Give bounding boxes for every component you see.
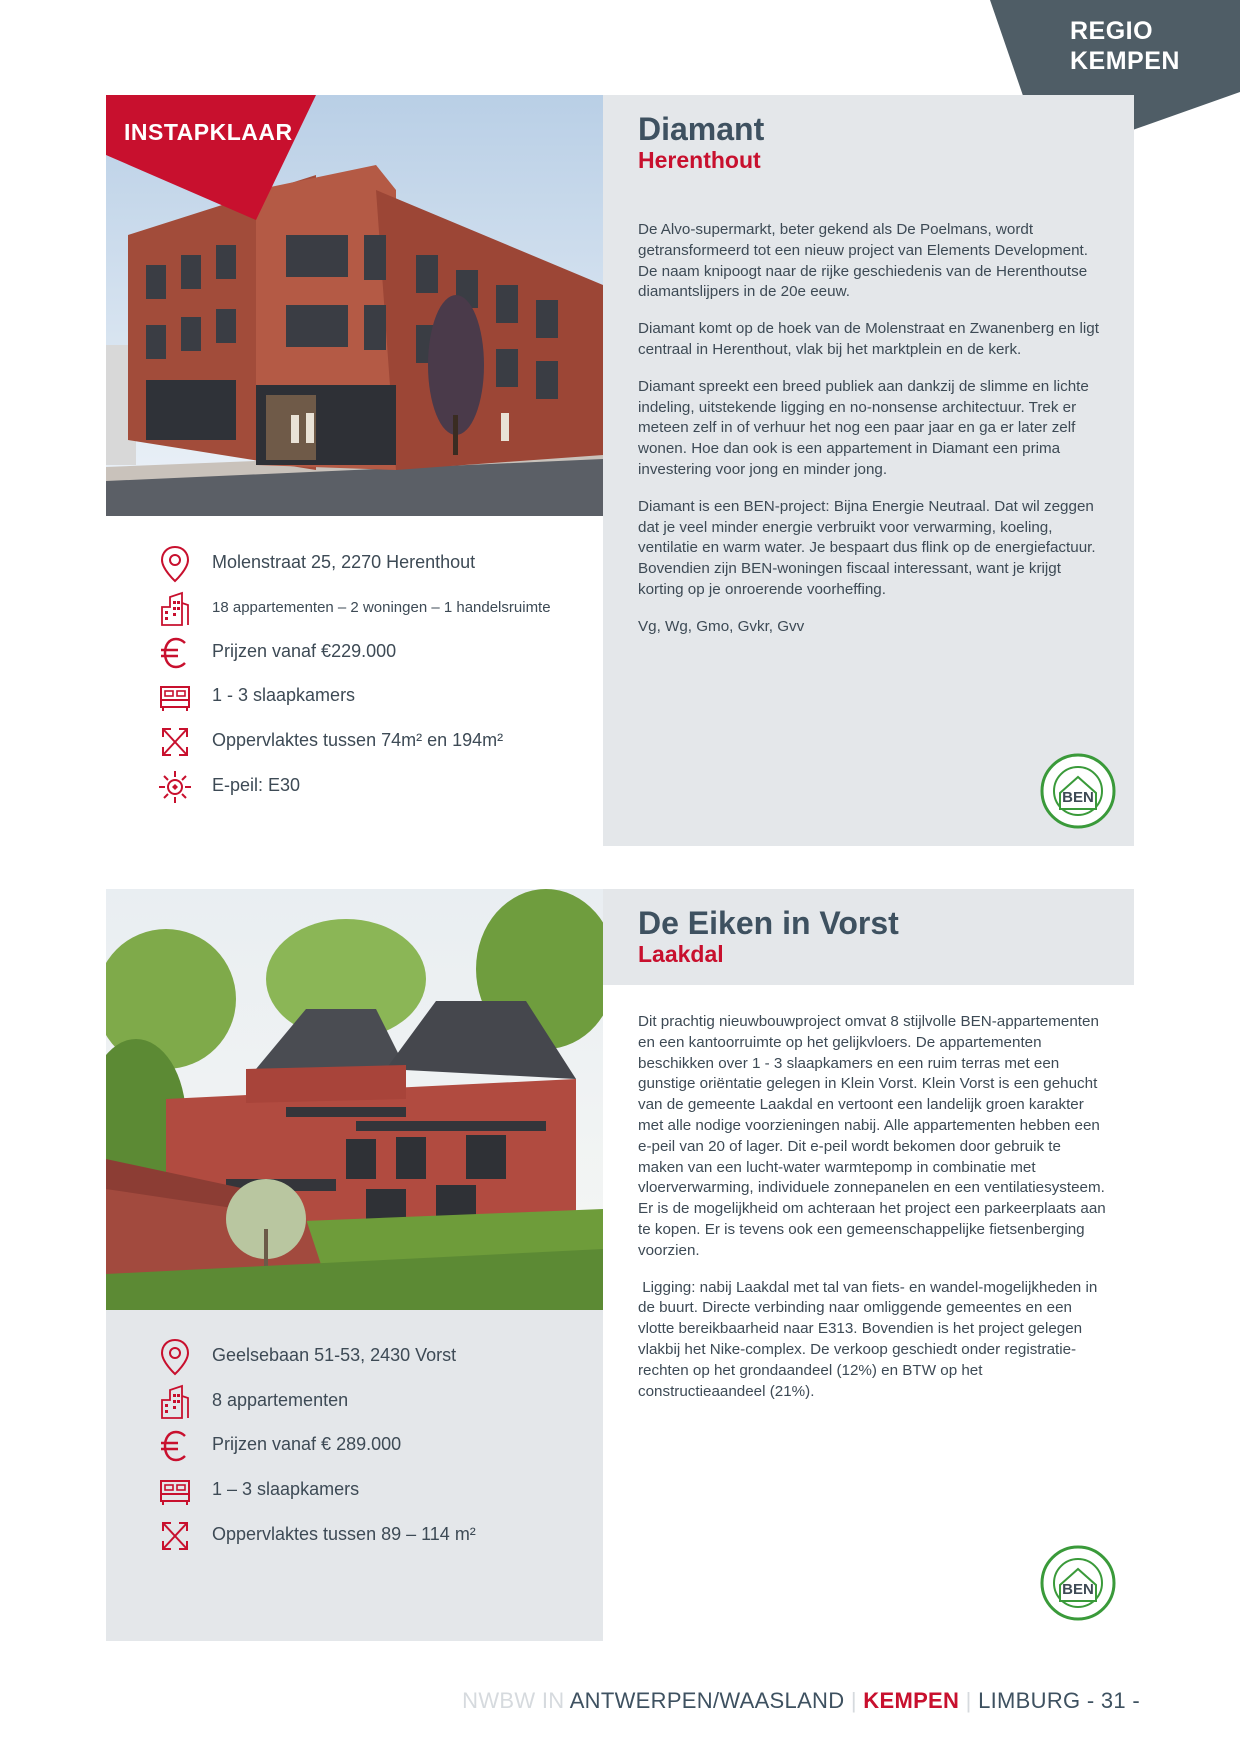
footer-separator: | <box>965 1688 972 1713</box>
project-title: Diamant <box>638 111 765 147</box>
project-location: Laakdal <box>638 941 724 967</box>
svg-text:BEN: BEN <box>1062 789 1094 806</box>
project-location: Herenthout <box>638 147 761 173</box>
page-number: - 31 - <box>1086 1688 1140 1713</box>
spec-bedrooms: 1 - 3 slaapkamers <box>158 677 598 717</box>
description-paragraph: Diamant is een BEN-project: Bijna Energie Neutraal. Dat wil zeggen dat je veel minder energie verbruikt voor verwarming, koeling, ventilatie en warm water. Je bespaart dus flink op de energiefactuur. Bovendien zijn BEN-woningen fiscaal interessant, want je krijgt korting op je onroerende voorheffing. <box>638 497 1096 598</box>
spec-bedrooms: 1 – 3 slaapkamers <box>158 1471 598 1511</box>
building-icon <box>158 589 192 629</box>
region-label: REGIO KEMPEN <box>1070 17 1180 75</box>
footer-region-kempen[interactable]: KEMPEN <box>863 1688 960 1713</box>
project-title: De Eiken in Vorst <box>638 905 899 941</box>
location-pin-icon <box>158 544 192 584</box>
spec-units: 8 appartementen <box>158 1382 598 1422</box>
expand-arrows-icon <box>158 722 192 762</box>
energy-sun-icon <box>158 767 192 807</box>
euro-icon <box>158 1426 192 1466</box>
building-icon <box>158 1382 192 1422</box>
spec-area: Oppervlaktes tussen 89 – 114 m² <box>158 1516 598 1556</box>
project-photo <box>106 95 603 516</box>
spec-epeil: E-peil: E30 <box>158 767 598 807</box>
location-pin-icon <box>158 1337 192 1377</box>
ben-logo <box>1040 1545 1116 1621</box>
bed-icon <box>158 1471 192 1511</box>
description-paragraph: Dit prachtig nieuwbouwproject omvat 8 stijlvolle BEN-appartementen en een kantoorruimte op het gelijkvloers. De appartementen beschikken over 1 - 3 slaapkamers en een ruim terras met een gunstige oriëntatie gelegen in Klein Vorst. Klein Vorst is een gehucht van de gemeente Laakdal en vertoont een landelijk groen karakter met alle nodige voorzieningen nabij. Alle appartementen hebben een e-peil van 20 of lager. Dit e-peil wordt bekomen door gebruik te maken van een lucht-water warmtepomp in combinatie met vloerverwarming, individuele zonnepanelen en een ventilatiesysteem. Er is de mogelijkheid om achteraan het project een parkeerplaats aan te kopen. Er is tevens ook een gemeenschappelijke fietsenberging voorzien. <box>638 1013 1106 1259</box>
spec-area: Oppervlaktes tussen 74m² en 194m² <box>158 722 598 762</box>
footer-region-limburg[interactable]: LIMBURG <box>978 1688 1081 1713</box>
page-footer <box>462 1688 1140 1714</box>
svg-text:BEN: BEN <box>1062 1581 1094 1598</box>
project-diamant <box>106 95 1134 846</box>
ben-logo <box>1040 753 1116 829</box>
footer-region-antwerpen[interactable]: ANTWERPEN/WAASLAND <box>569 1688 845 1713</box>
description-paragraph: Diamant komt op de hoek van de Molenstraat en Zwanenberg en ligt centraal in Herenthout, vlak bij het marktplein en de kerk. <box>638 320 1099 358</box>
instapklaar-badge <box>106 95 316 220</box>
project-description <box>638 1012 1108 1418</box>
expand-arrows-icon <box>158 1516 192 1556</box>
project-description <box>638 220 1108 654</box>
description-paragraph: De Alvo-supermarkt, beter gekend als De Poelmans, wordt getransformeerd tot een nieuw project van Elements Development. De naam knipoogt naar de rijke geschiedenis van de Herenthoutse diamantslijpers in de 20e eeuw. <box>638 221 1088 301</box>
spec-address: Geelsebaan 51-53, 2430 Vorst <box>158 1337 598 1377</box>
spec-price: Prijzen vanaf € 289.000 <box>158 1426 598 1466</box>
description-paragraph: Diamant spreekt een breed publiek aan dankzij de slimme en lichte indeling, uitstekende ligging en no-nonsense architectuur. Trek er meteen zelf in of verhuur het nog een paar jaar en ga er later zelf wonen. Hoe dan ook is een appartement in Diamant een prima investering voor jong en minder jong. <box>638 377 1089 478</box>
project-photo <box>106 889 603 1310</box>
project-de-eiken <box>106 889 1134 1641</box>
spec-price: Prijzen vanaf €229.000 <box>158 633 598 673</box>
spec-address: Molenstraat 25, 2270 Herenthout <box>158 544 598 584</box>
bed-icon <box>158 677 192 717</box>
description-paragraph: Ligging: nabij Laakdal met tal van fiets- en wandel-mogelijkheden in de buurt. Directe verbinding naar omliggende gemeentes en een vlotte bereikbaarheid naar E313. Bovendien is het project gelegen vlakbij het Nike-complex. De verkoop geschiedt onder registratie-rechten op het grondaandeel (12%) en BTW op het constructieaandeel (21%). <box>638 1278 1102 1400</box>
footer-separator: | <box>850 1688 857 1713</box>
footer-prefix: NWBW IN <box>462 1688 565 1713</box>
euro-icon <box>158 633 192 673</box>
description-paragraph: Vg, Wg, Gmo, Gvkr, Gvv <box>638 617 805 635</box>
badge-label: INSTAPKLAAR <box>124 119 293 145</box>
spec-units: 18 appartementen – 2 woningen – 1 handelsruimte <box>158 589 598 629</box>
